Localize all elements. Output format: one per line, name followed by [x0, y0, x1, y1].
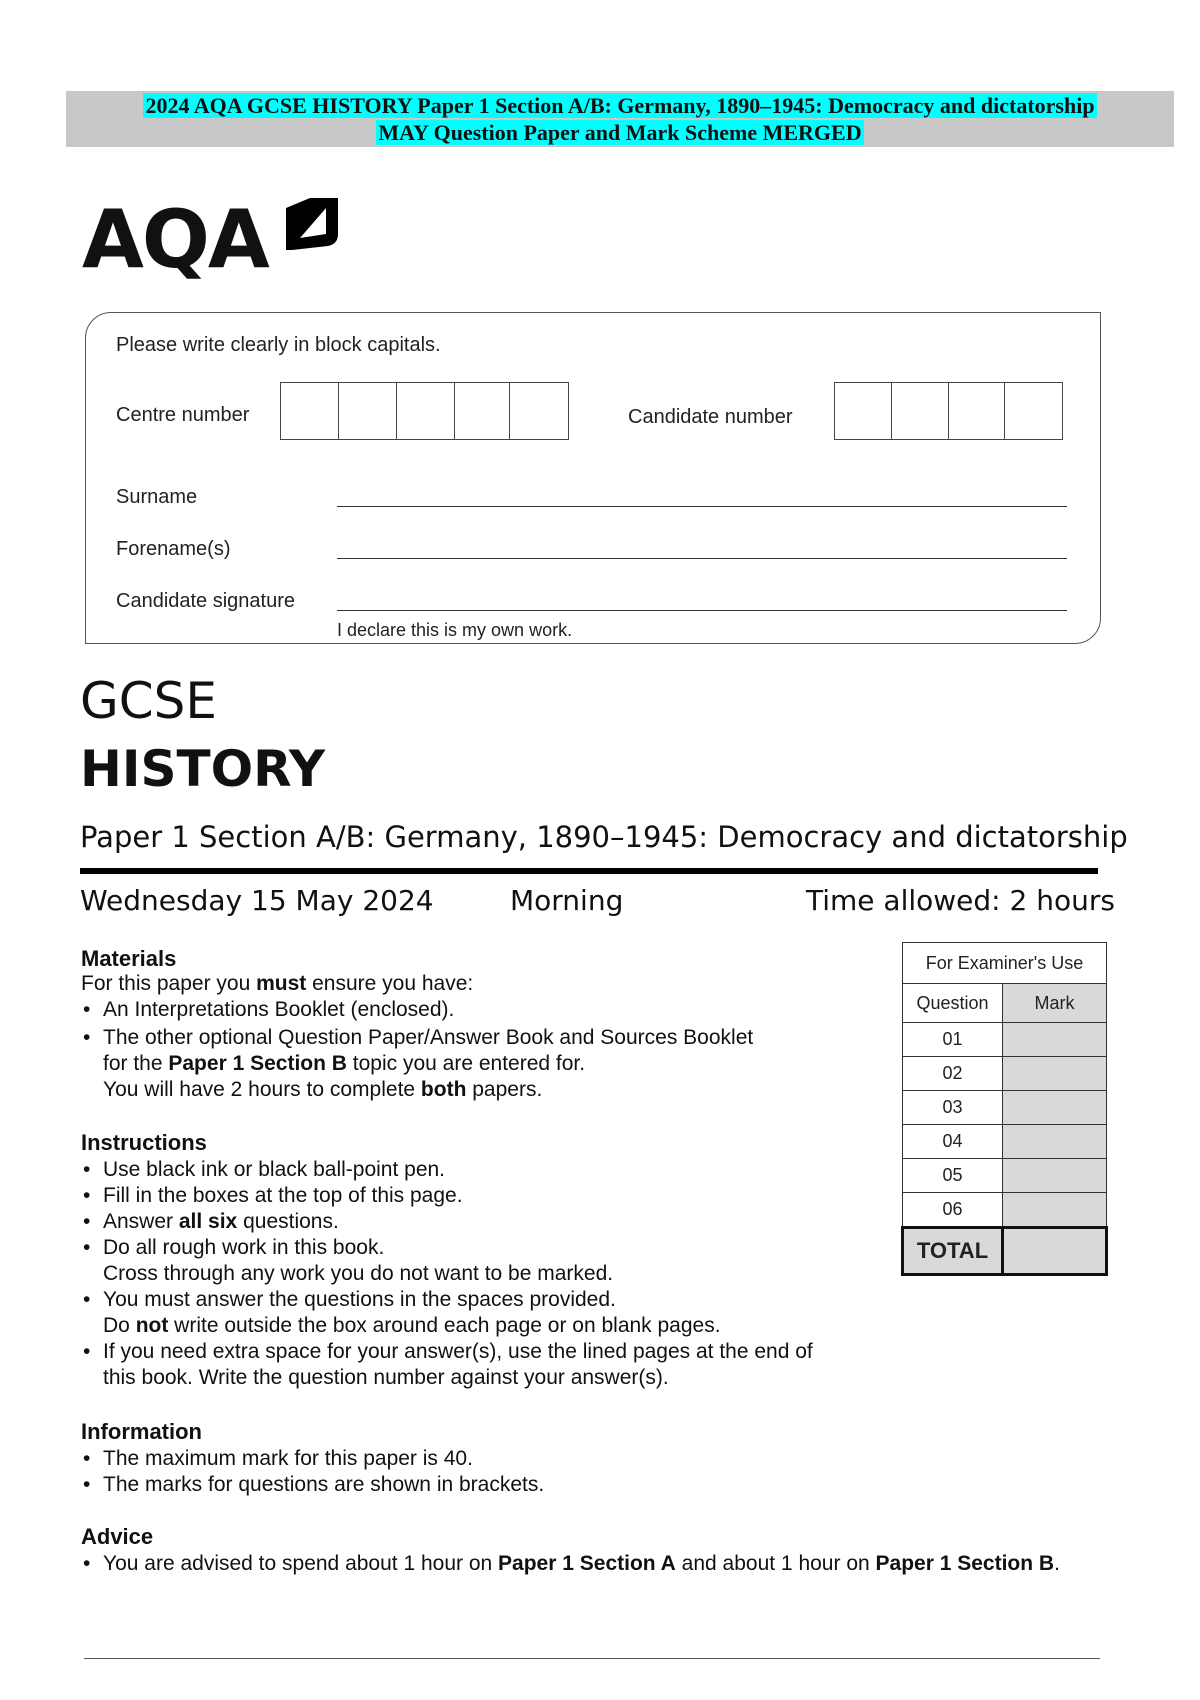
list-item: • Fill in the boxes at the top of this page.	[81, 1183, 881, 1209]
signature-label: Candidate signature	[116, 590, 296, 612]
candidate-number-boxes[interactable]	[834, 382, 1063, 440]
signature-input-line[interactable]	[337, 610, 1067, 611]
instructions-list	[81, 1157, 881, 1391]
candidate-number-digit-box[interactable]	[1005, 383, 1062, 439]
centre-number-digit-box[interactable]	[281, 383, 339, 439]
candidate-number-digit-box[interactable]	[892, 383, 949, 439]
forename-label: Forename(s)	[116, 538, 231, 560]
centre-number-digit-box[interactable]	[397, 383, 455, 439]
list-item: • If you need extra space for your answer(s), use the lined pages at the end of this book. Write the question number against your answer(s).	[81, 1339, 881, 1391]
aqa-logo-mark-icon	[282, 194, 342, 252]
header-banner	[66, 91, 1174, 147]
list-item: • The other optional Question Paper/Answer Book and Sources Booklet for the Paper 1 Section B topic you are entered for. You will have 2 hours to complete both papers.	[81, 1025, 881, 1103]
examiner-table-title: For Examiner's Use	[903, 943, 1107, 984]
total-mark-cell	[1003, 1228, 1107, 1275]
list-item: • An Interpretations Booklet (enclosed).	[81, 997, 881, 1023]
exam-date: Wednesday 15 May 2024	[80, 884, 434, 917]
centre-number-digit-box[interactable]	[510, 383, 568, 439]
advice-list	[81, 1551, 1121, 1577]
mark-cell	[1003, 1091, 1107, 1125]
materials-heading: Materials	[81, 946, 177, 971]
qualification-title: GCSE	[80, 672, 217, 730]
question-number: 01	[903, 1023, 1003, 1057]
mark-cell	[1003, 1057, 1107, 1091]
materials-intro: For this paper you must ensure you have:	[81, 972, 474, 995]
mark-cell	[1003, 1125, 1107, 1159]
question-column-header: Question	[903, 984, 1003, 1023]
forename-input-line[interactable]	[337, 558, 1067, 559]
question-number: 05	[903, 1159, 1003, 1193]
list-item: • You are advised to spend about 1 hour on Paper 1 Section A and about 1 hour on Paper 1 Section B.	[81, 1551, 1121, 1577]
list-item: • You must answer the questions in the spaces provided. Do not write outside the box around each page or on blank pages.	[81, 1287, 881, 1339]
information-heading: Information	[81, 1419, 202, 1444]
declaration-text: I declare this is my own work.	[337, 620, 573, 640]
total-label: TOTAL	[903, 1228, 1003, 1275]
centre-number-boxes[interactable]	[280, 382, 569, 440]
instructions-heading: Instructions	[81, 1130, 207, 1155]
aqa-logo	[82, 192, 352, 288]
advice-heading: Advice	[81, 1524, 154, 1549]
mark-column-header: Mark	[1003, 984, 1107, 1023]
title-divider	[80, 868, 1098, 874]
question-number: 02	[903, 1057, 1003, 1091]
surname-input-line[interactable]	[337, 506, 1067, 507]
mark-cell	[1003, 1193, 1107, 1228]
examiner-use-table	[901, 942, 1108, 1276]
mark-cell	[1003, 1159, 1107, 1193]
centre-number-label: Centre number	[116, 404, 250, 426]
list-item: • The maximum mark for this paper is 40.	[81, 1446, 881, 1472]
list-item: • Use black ink or black ball-point pen.	[81, 1157, 881, 1183]
question-number: 06	[903, 1193, 1003, 1228]
list-item: • Do all rough work in this book. Cross through any work you do not want to be marked.	[81, 1235, 881, 1287]
candidate-number-digit-box[interactable]	[835, 383, 892, 439]
paper-title: Paper 1 Section A/B: Germany, 1890–1945: Democracy and dictatorship	[80, 820, 1128, 854]
list-item: • Answer all six questions.	[81, 1209, 881, 1235]
centre-number-digit-box[interactable]	[455, 383, 510, 439]
materials-list	[81, 997, 881, 1103]
surname-label: Surname	[116, 486, 198, 508]
centre-number-digit-box[interactable]	[339, 383, 397, 439]
page-footer-line	[84, 1658, 1100, 1659]
exam-session: Morning	[510, 884, 624, 917]
banner-title-line2: MAY Question Paper and Mark Scheme MERGED	[378, 120, 862, 145]
aqa-logo-text: AQA	[82, 193, 268, 286]
question-number: 04	[903, 1125, 1003, 1159]
banner-title-line1: 2024 AQA GCSE HISTORY Paper 1 Section A/B: Germany, 1890–1945: Democracy and dictatorship	[145, 93, 1095, 118]
subject-title: HISTORY	[80, 740, 326, 798]
candidate-number-digit-box[interactable]	[949, 383, 1005, 439]
form-instruction: Please write clearly in block capitals.	[116, 334, 441, 356]
information-list	[81, 1446, 881, 1498]
time-allowed: Time allowed: 2 hours	[806, 884, 1115, 917]
mark-cell	[1003, 1023, 1107, 1057]
question-number: 03	[903, 1091, 1003, 1125]
list-item: • The marks for questions are shown in brackets.	[81, 1472, 881, 1498]
candidate-number-label: Candidate number	[628, 406, 793, 428]
